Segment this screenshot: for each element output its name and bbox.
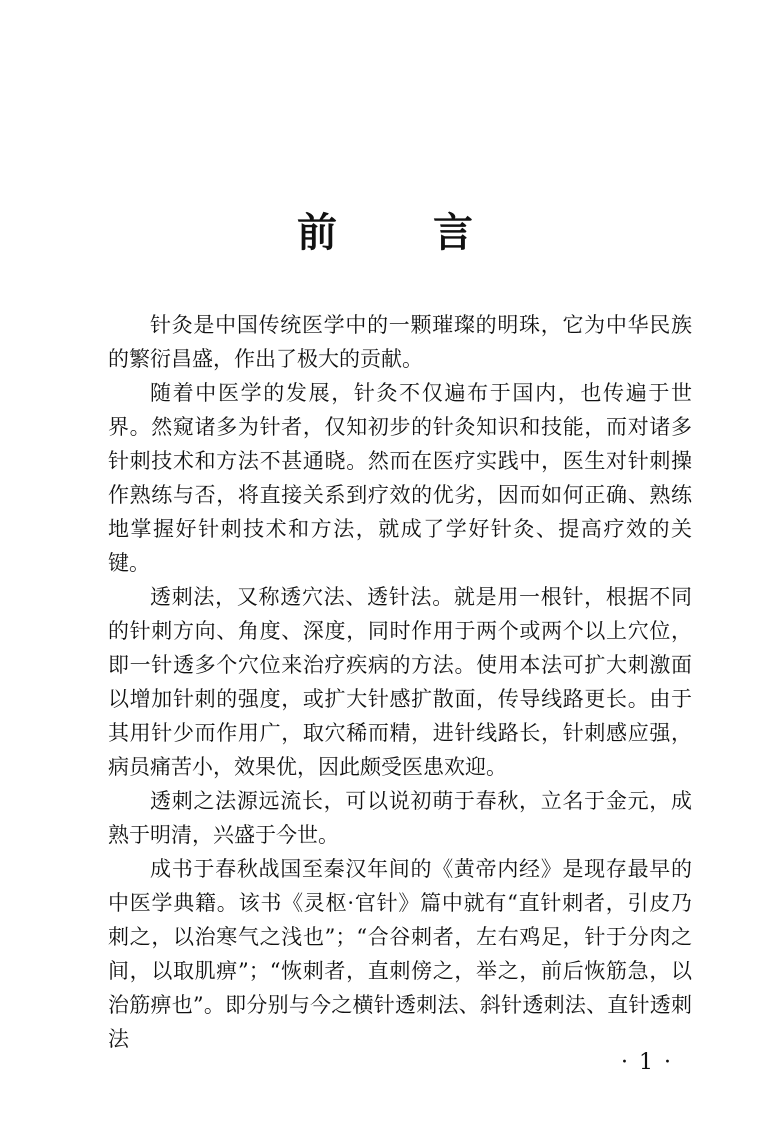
paragraph-3: 透刺法，又称透穴法、透针法。就是用一根针，根据不同的针刺方向、角度、深度，同时作用于两个或两个以上穴位，即一针透多个穴位来治疗疾病的方法。使用本法可扩大刺激面以增加针刺的强度，或扩大针感扩散面，传导线路更长。由于其用针少而作用广，取穴稀而精，进针线路长，针刺感应强，病员痛苦小，效果优，因此颇受医患欢迎。 [108,585,692,779]
paragraph-2: 随着中医学的发展，针灸不仅遍布于国内，也传遍于世界。然窥诸多为针者，仅知初步的针灸知识和技能，而对诸多针刺技术和方法不甚通晓。然而在医疗实践中，医生对针刺操作熟练与否，将直接关系到疗效的优劣，因而如何正确、熟练地掌握好针刺技术和方法，就成了学好针灸、提高疗效的关键。 [108,381,692,575]
paragraph-5: 成书于春秋战国至秦汉年间的《黄帝内经》是现存最早的中医学典籍。该书《灵枢·官针》篇中就有“直针刺者，引皮乃刺之，以治寒气之浅也”；“合谷刺者，左右鸡足，针于分肉之间，以取肌痹”；“恢刺者，直刺傍之，举之，前后恢筋急，以治筋痹也”。即分别与今之横针透刺法、斜针透刺法、直针透刺法 [108,857,692,1051]
paragraph-4: 透刺之法源远流长，可以说初萌于春秋，立名于金元，成熟于明清，兴盛于今世。 [108,789,692,847]
body-text [108,308,692,1056]
paragraph-1: 针灸是中国传统医学中的一颗璀璨的明珠，它为中华民族的繁衍昌盛，作出了极大的贡献。 [108,313,692,371]
page-title: 前言 [297,209,569,256]
page-number: · 1 · [621,1050,673,1075]
